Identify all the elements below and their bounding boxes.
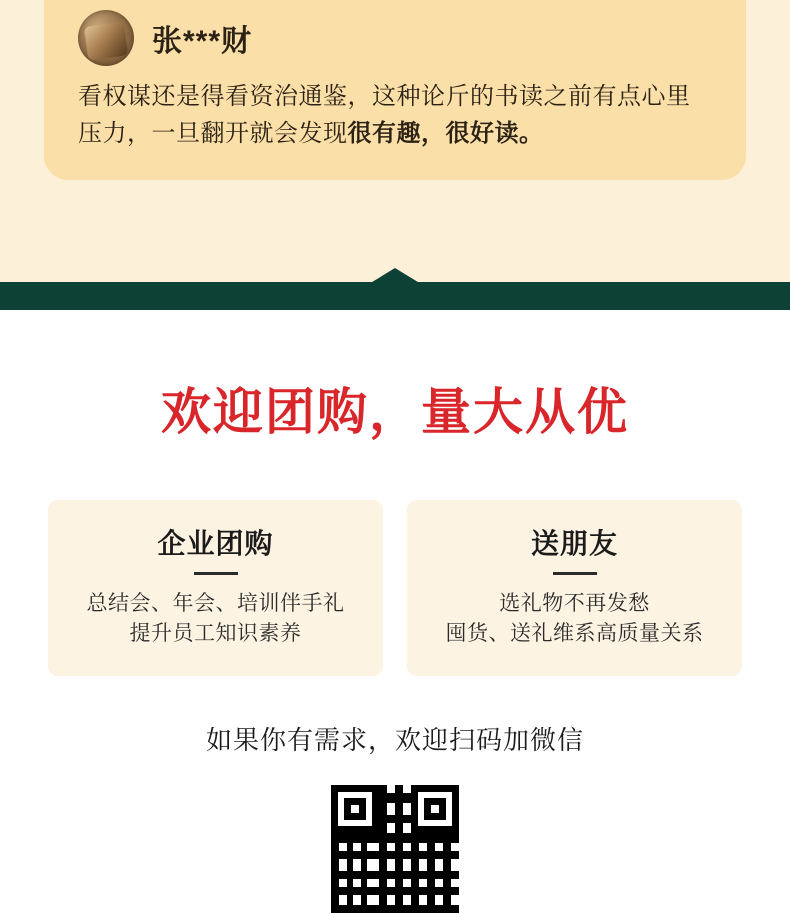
testimonial-text-body: 看权谋还是得看资治通鉴，这种论斤的书读之前有点心里压力，一旦翻开就会发现 [78,83,691,148]
contact-note: 如果你有需求，欢迎扫码加微信 [205,724,584,755]
reviewer-name: 张***财 [152,25,253,58]
group-buying-cards [0,500,790,676]
card-line: 囤货、送礼维系高质量关系 [445,622,704,646]
testimonial-section [0,0,790,310]
group-card-enterprise [48,500,383,676]
group-card-gift [407,500,742,676]
green-divider-band [0,282,790,310]
testimonial-card [44,0,746,180]
group-buying-title: 欢迎团购，量大从优 [161,384,629,440]
qr-code-container [0,785,790,913]
card-line: 提升员工知识素养 [129,622,302,646]
user-avatar-photo-icon [78,10,134,66]
qr-code-icon[interactable] [331,785,459,913]
card-divider [553,572,597,575]
card-divider [194,572,238,575]
group-buying-section [0,310,790,913]
card-line: 选礼物不再发愁 [499,592,650,615]
testimonial-text-highlight: 很有趣，很好读。 [347,120,544,148]
card-title: 送朋友 [530,528,618,559]
testimonial-text [78,78,712,152]
testimonial-header [78,10,712,66]
card-line: 总结会、年会、培训伴手礼 [86,592,345,615]
card-title: 企业团购 [157,528,274,559]
